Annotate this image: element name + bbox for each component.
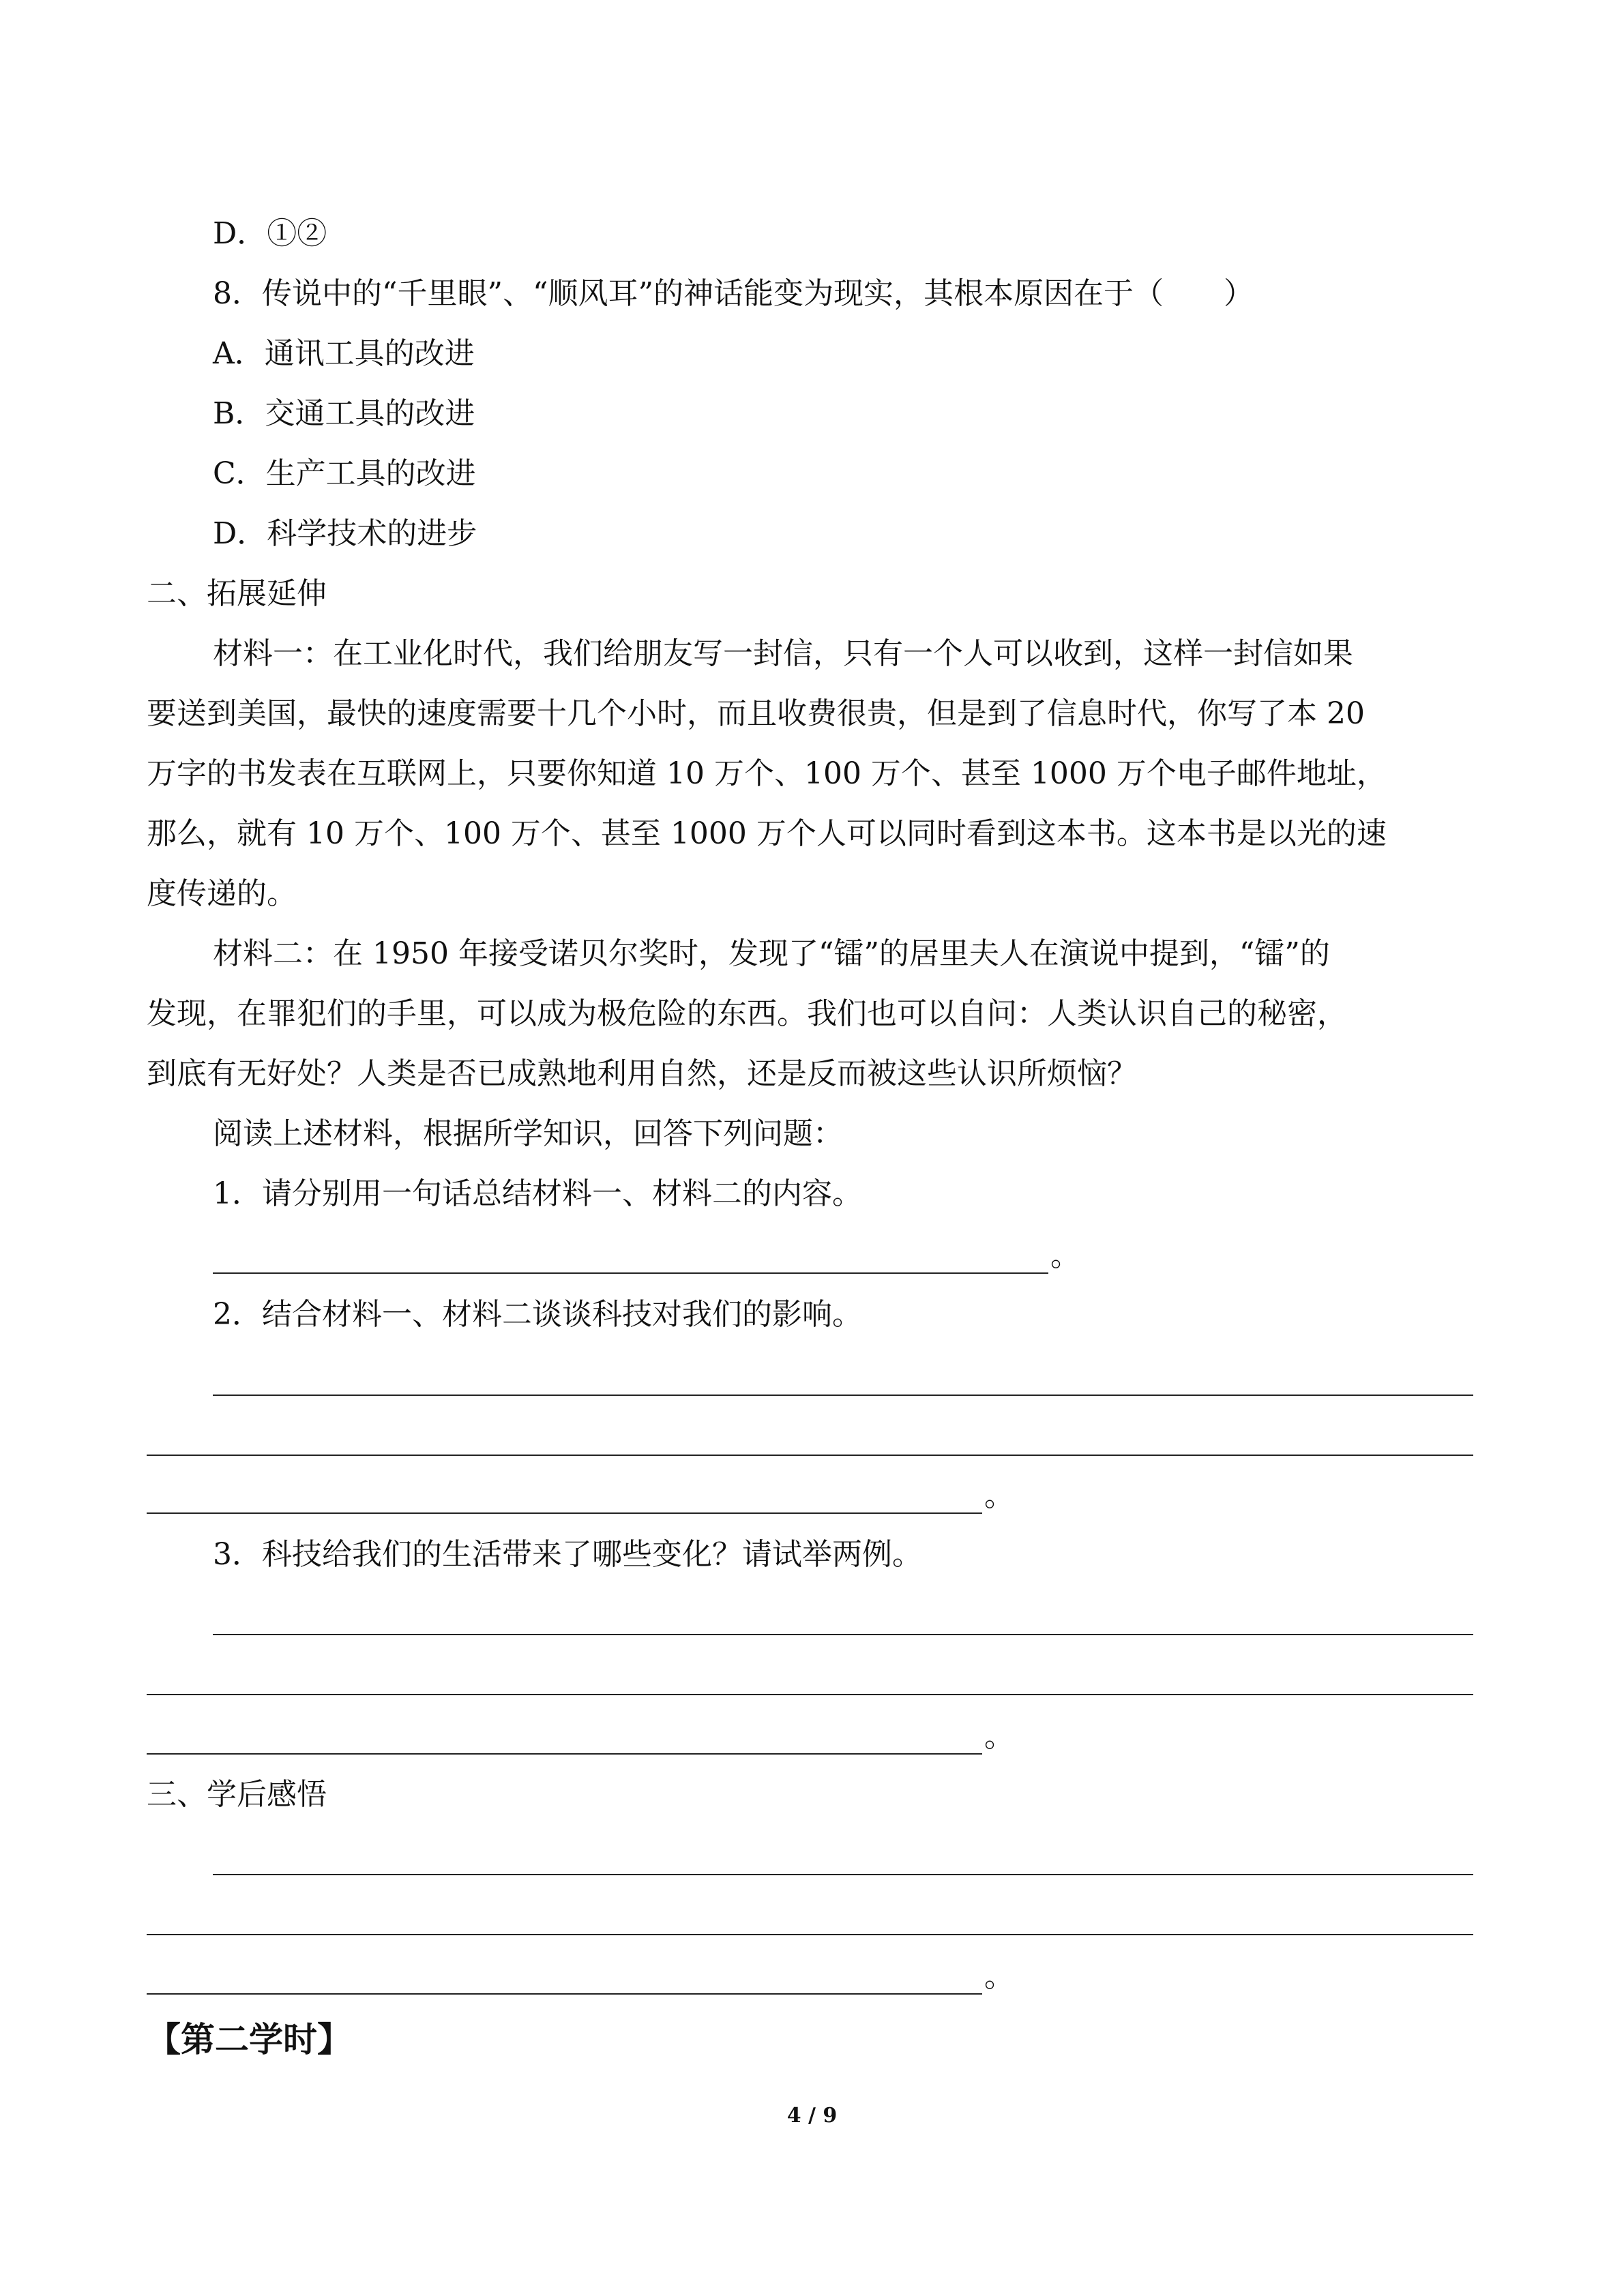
instruction: 阅读上述材料，根据所学知识，回答下列问题： xyxy=(213,1116,843,1151)
q8-stem: 8．传说中的“千里眼”、“顺风耳”的神话能变为现实，其根本原因在于（ ） xyxy=(213,276,1254,311)
material2-line: 材料二：在 1950 年接受诺贝尔奖时，发现了“镭”的居里夫人在演说中提到，“镭”的 xyxy=(213,936,1330,971)
material1-line: 那么，就有 10 万个、100 万个、甚至 1000 万个人可以同时看到这本书。这本书是以光的速 xyxy=(147,816,1387,851)
material2-line: 到底有无好处？人类是否已成熟地利用自然，还是反而被这些认识所烦恼？ xyxy=(147,1056,1137,1091)
question-1: 1．请分别用一句话总结材料一、材料二的内容。 xyxy=(213,1176,862,1211)
answer-period: 。 xyxy=(1050,1238,1080,1273)
section3-heading: 三、学后感悟 xyxy=(147,1777,327,1812)
q7-option-d: D．①② xyxy=(213,216,327,251)
answer-line-q3[interactable] xyxy=(147,1694,1473,1695)
answer-line-q1[interactable] xyxy=(213,1272,1048,1274)
q8-option-d: D．科学技术的进步 xyxy=(213,516,477,551)
page-number: 4 / 9 xyxy=(786,2104,838,2128)
material1-line: 材料一：在工业化时代，我们给朋友写一封信，只有一个人可以收到，这样一封信如果 xyxy=(213,636,1353,671)
q8-option-a: A．通讯工具的改进 xyxy=(213,336,475,371)
answer-line-reflection[interactable] xyxy=(147,1934,1473,1935)
answer-line-reflection[interactable] xyxy=(147,1993,982,1995)
answer-line-q3[interactable] xyxy=(147,1753,982,1755)
answer-period: 。 xyxy=(984,1478,1014,1513)
session-heading: 【第二学时】 xyxy=(147,2019,351,2059)
material1-line: 度传递的。 xyxy=(147,876,297,911)
answer-line-reflection[interactable] xyxy=(213,1874,1473,1875)
material1-line: 要送到美国，最快的速度需要十几个小时，而且收费很贵，但是到了信息时代，你写了本 20 xyxy=(147,696,1365,731)
question-2: 2．结合材料一、材料二谈谈科技对我们的影响。 xyxy=(213,1297,862,1332)
material1-line: 万字的书发表在互联网上，只要你知道 10 万个、100 万个、甚至 1000 万个电子邮件地址， xyxy=(147,756,1387,791)
section2-heading: 二、拓展延伸 xyxy=(147,576,327,611)
question-3: 3．科技给我们的生活带来了哪些变化？请试举两例。 xyxy=(213,1537,922,1572)
answer-line-q3[interactable] xyxy=(213,1634,1473,1635)
q8-option-b: B．交通工具的改进 xyxy=(213,396,475,431)
answer-line-q2[interactable] xyxy=(147,1455,1473,1456)
answer-line-q2[interactable] xyxy=(147,1512,982,1514)
answer-period: 。 xyxy=(984,1719,1014,1754)
material2-line: 发现，在罪犯们的手里，可以成为极危险的东西。我们也可以自问：人类认识自己的秘密， xyxy=(147,996,1347,1031)
answer-line-q2[interactable] xyxy=(213,1395,1473,1396)
q8-option-c: C．生产工具的改进 xyxy=(213,456,476,491)
answer-period: 。 xyxy=(984,1959,1014,1994)
